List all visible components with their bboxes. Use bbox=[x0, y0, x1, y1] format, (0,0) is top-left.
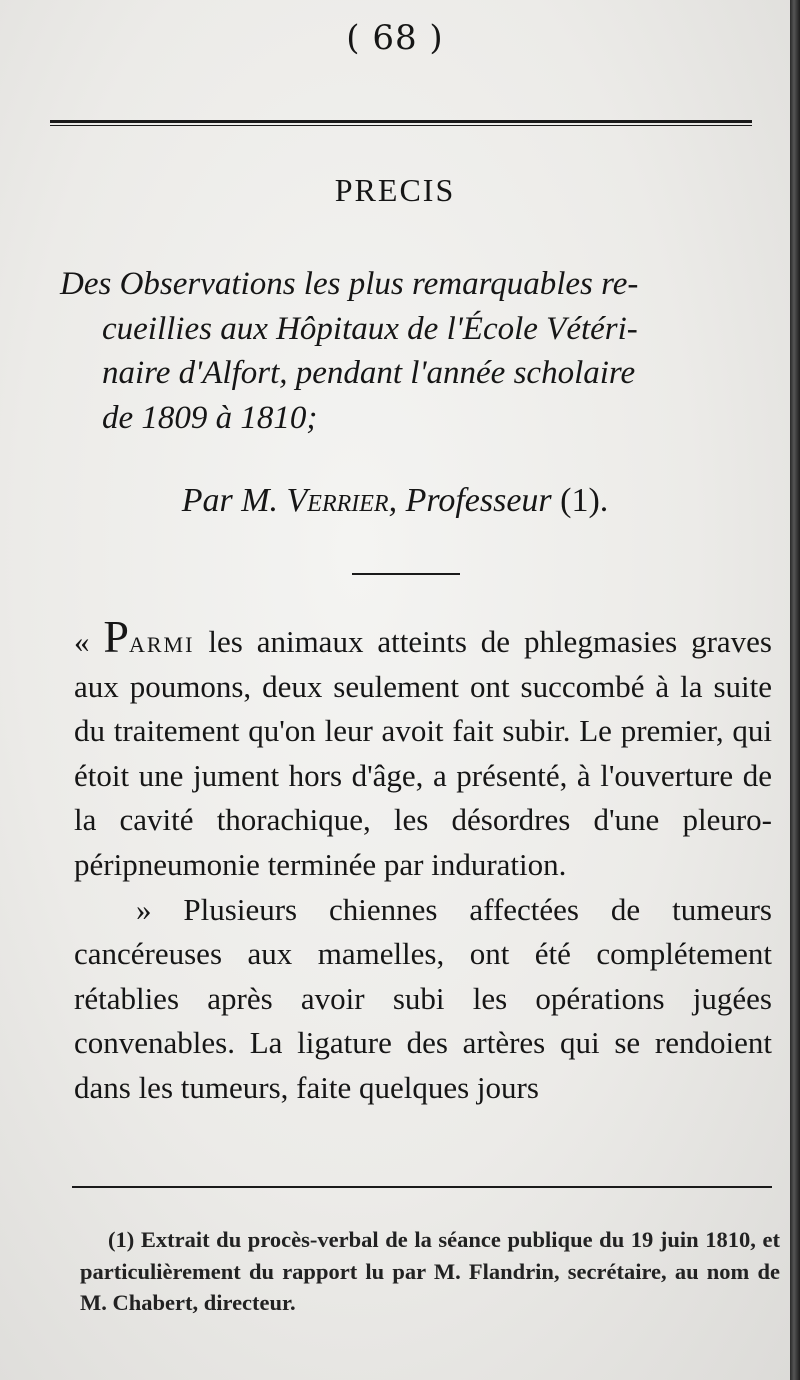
paragraph-1-text: les animaux atteints de phlegmasies graves aux poumons, deux seulement ont succombé à la suite du traitement qu'on leur avoit fait subir. Le premier, qui étoit une jument hors d'âge, a présenté, à l'ouverture de la cavité thorachique, les désordres d'une pleuro-péripneumonie terminée par induration. bbox=[74, 624, 773, 882]
footnote: (1) Extrait du procès-verbal de la séance publique du 19 juin 1810, et particulièrement du rapport lu par M. Flandrin, secrétaire, au nom de M. Chabert, directeur. bbox=[80, 1227, 780, 1315]
footnote-rule bbox=[72, 1186, 772, 1188]
page-number: ( 68 ) bbox=[346, 18, 444, 58]
header-rule bbox=[50, 120, 752, 126]
subtitle-line-4: de 1809 à 1810; bbox=[102, 399, 318, 436]
author-suffix: , Professeur bbox=[388, 482, 552, 519]
initial-word: armi bbox=[129, 624, 195, 659]
author-name: Verrier bbox=[286, 482, 389, 519]
section-title: PRECIS bbox=[334, 172, 456, 208]
page-edge-shadow bbox=[790, 0, 800, 1380]
author-line bbox=[0, 482, 790, 520]
paragraph-2: » Plusieurs chiennes affectées de tumeurs cancéreuses aux mamelles, ont été complétement rétablies après avoir subi les opérations jugées convenables. La ligature des artères qui se rendoient dans les tumeurs, faite quelques jours bbox=[74, 891, 772, 1105]
section-subtitle bbox=[60, 262, 760, 440]
subtitle-line-2: cueillies aux Hôpitaux de l'École Vétéri- bbox=[102, 310, 638, 347]
opening-quote: « bbox=[74, 624, 104, 659]
footnote-reference: (1). bbox=[560, 482, 609, 519]
author-prefix: Par M. bbox=[181, 482, 279, 519]
initial-letter: P bbox=[103, 611, 129, 662]
subtitle-line-3: naire d'Alfort, pendant l'année scholaire bbox=[102, 355, 636, 391]
paragraph-1 bbox=[74, 611, 773, 888]
body-text bbox=[74, 611, 773, 1111]
section-divider bbox=[352, 573, 460, 575]
subtitle-line-1: Des Observations les plus remarquables re- bbox=[60, 266, 639, 302]
